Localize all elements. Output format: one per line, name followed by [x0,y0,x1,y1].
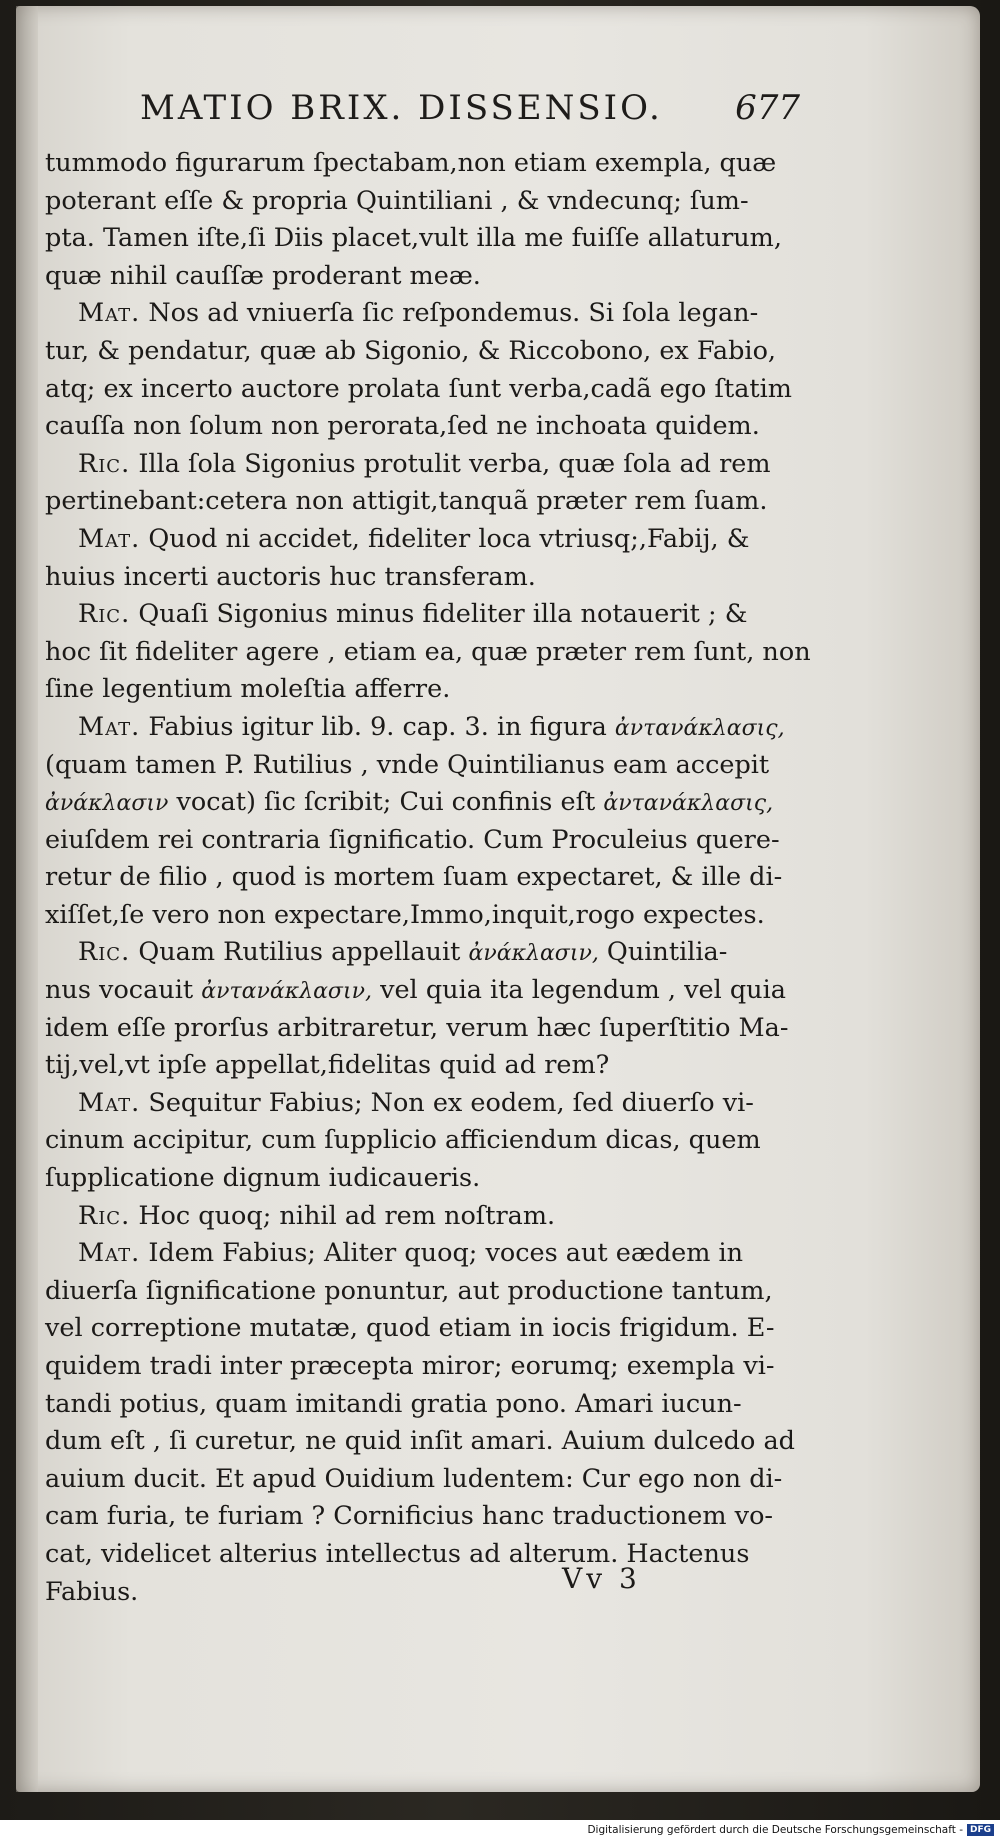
text-line [45,295,790,333]
line-text: Illa ſola Sigonius protulit verba, quæ ſola ad rem [138,448,771,479]
greek-term: ἀντανάκλασιν, [201,979,372,1005]
line-text: quæ nihil cauſſæ proderant meæ. [45,260,481,291]
text-line [45,1085,790,1123]
text-line [45,1348,790,1386]
line-text: idem eſſe prorſus arbitraretur, verum hæc ſuperſtitio Ma- [45,1012,789,1043]
text-line [45,1273,790,1311]
line-text: auium ducit. Et apud Ouidium ludentem: Cur ego non di- [45,1463,783,1494]
line-text: Sequitur Fabius; Non ex eodem, ſed diuerſo vi- [148,1087,754,1118]
greek-term: ἀντανάκλασις, [603,791,774,817]
text-line [45,483,790,521]
line-text: Hoc quoq; nihil ad rem noſtram. [138,1200,556,1231]
text-line [45,1047,790,1085]
line-text: pta. Tamen iſte,ſi Diis placet,vult illa me fuiſſe allaturum, [45,223,782,254]
text-line [45,1536,790,1574]
line-text: Idem Fabius; Aliter quoq; voces aut eædem in [148,1238,744,1269]
dfg-logo: DFG [967,1824,994,1836]
line-text: retur de filio , quod is mortem ſuam expectaret, & ille di- [45,862,783,893]
text-line [45,408,790,446]
line-text: Fabius. [45,1576,139,1607]
text-line [45,596,790,634]
line-text: (quam tamen P. Rutilius , vnde Quintilianus eam accepit [45,749,770,780]
line-text: cinum accipitur, cum ſupplicio afficiendum dicas, quem [45,1125,761,1156]
text-line [45,634,811,672]
line-text: tandi potius, quam imitandi gratia pono. Amari iucun- [45,1388,742,1419]
greek-term: ἀντανάκλασις, [614,715,785,741]
line-text: Fabius igitur lib. 9. cap. 3. in figura [148,711,607,742]
text-line [45,1235,790,1273]
speaker-label: Mat. [78,298,141,329]
text-line [45,1198,790,1236]
text-line [45,258,790,296]
line-text: dum eſt , ſi curetur, ne quid inſit amari. Auium dulcedo ad [45,1426,795,1457]
line-text: Nos ad vniuerſa ſic reſpondemus. Si ſola legan- [148,298,759,329]
text-line [45,747,790,785]
page-gutter-shadow [16,6,38,1792]
speaker-label: Mat. [78,1238,141,1269]
line-text: cauſſa non ſolum non perorata,ſed ne inchoata quidem. [45,411,760,442]
greek-term: ἀνάκλασιν [45,791,169,817]
line-text: hoc ſit fideliter agere , etiam ea, quæ præter rem ſunt, non [45,636,811,667]
text-line [45,1461,790,1499]
running-head [140,88,800,132]
speaker-label: Mat. [78,711,141,742]
line-text: poterant eſſe & propria Quintiliani , & vndecunq; ſum- [45,185,749,216]
line-text: xiſſet,ſe vero non expectare,Immo,inquit,rogo expectes. [45,899,765,930]
line-text: cat, videlicet alterius intellectus ad alterum. Hactenus [45,1538,750,1569]
text-line [45,934,790,972]
line-text: diuerſa ſignificatione ponuntur, aut productione tantum, [45,1275,773,1306]
signature-mark: Vv 3 [562,1562,641,1595]
line-text: nus vocauit [45,975,194,1006]
running-title: MATIO BRIX. DISSENSIO. [140,88,663,128]
line-text: vocat) ſic ſcribit; Cui confinis eſt [176,787,596,818]
text-line [45,1423,795,1461]
page-number: 677 [735,88,800,128]
text-line [45,1160,790,1198]
text-line [45,559,790,597]
text-line [45,145,790,183]
text-line [45,897,790,935]
line-text: Quam Rutilius appellauit [138,937,461,968]
text-line [45,709,790,747]
line-text: atq; ex incerto auctore prolata ſunt verba,cadã ego ſtatim [45,373,792,404]
text-line [45,1574,790,1612]
line-text: tur, & pendatur, quæ ab Sigonio, & Riccobono, ex Fabio, [45,335,777,366]
line-text: huius incerti auctoris huc transferam. [45,561,536,592]
text-line [45,1310,790,1348]
text-line [45,972,790,1010]
speaker-label: Ric. [78,937,131,968]
text-line [45,333,790,371]
line-text: cam furia, te furiam ? Cornificius hanc traductionem vo- [45,1501,774,1532]
text-line [45,1498,790,1536]
line-text: eiuſdem rei contraria ſignificatio. Cum Proculeius quere- [45,824,780,855]
line-text: ſupplicatione dignum iudicaueris. [45,1163,481,1194]
text-line [45,784,790,822]
speaker-label: Mat. [78,1087,141,1118]
line-text: Quaſi Sigonius minus fideliter illa notauerit ; & [138,599,748,630]
line-text: Quintilia- [606,937,728,968]
line-text: ſine legentium moleſtia afferre. [45,674,451,705]
body-text [45,145,811,1611]
line-text: quidem tradi inter præcepta miror; eorumq; exempla vi- [45,1351,775,1381]
text-line [45,822,790,860]
text-line [45,671,790,709]
text-line [45,371,790,409]
line-text: tij,vel,vt ipſe appellat,fidelitas quid ad rem? [45,1050,610,1081]
line-text: vel correptione mutatæ, quod etiam in iocis frigidum. E- [45,1313,775,1344]
text-line [45,446,790,484]
digitization-footer [587,1821,994,1839]
speaker-label: Ric. [78,599,131,630]
speaker-label: Mat. [78,523,141,554]
text-line [45,859,790,897]
line-text: pertinebant:cetera non attigit,tanquã præter rem ſuam. [45,486,768,517]
footer-credit: Digitalisierung gefördert durch die Deutsche Forschungsgemeinschaft - [587,1824,963,1836]
speaker-label: Ric. [78,1200,131,1231]
text-line [45,1122,790,1160]
greek-term: ἀνάκλασιν, [468,941,599,967]
speaker-label: Ric. [78,448,131,479]
text-line [45,1010,790,1048]
text-line [45,1386,790,1424]
line-text: Quod ni accidet, fideliter loca vtriusq;,Fabij, & [148,523,750,554]
text-line [45,183,790,221]
text-line [45,220,790,258]
line-text: tummodo figurarum ſpectabam,non etiam exempla, quæ [45,148,777,178]
line-text: vel quia ita legendum , vel quia [380,975,786,1006]
text-line [45,521,790,559]
